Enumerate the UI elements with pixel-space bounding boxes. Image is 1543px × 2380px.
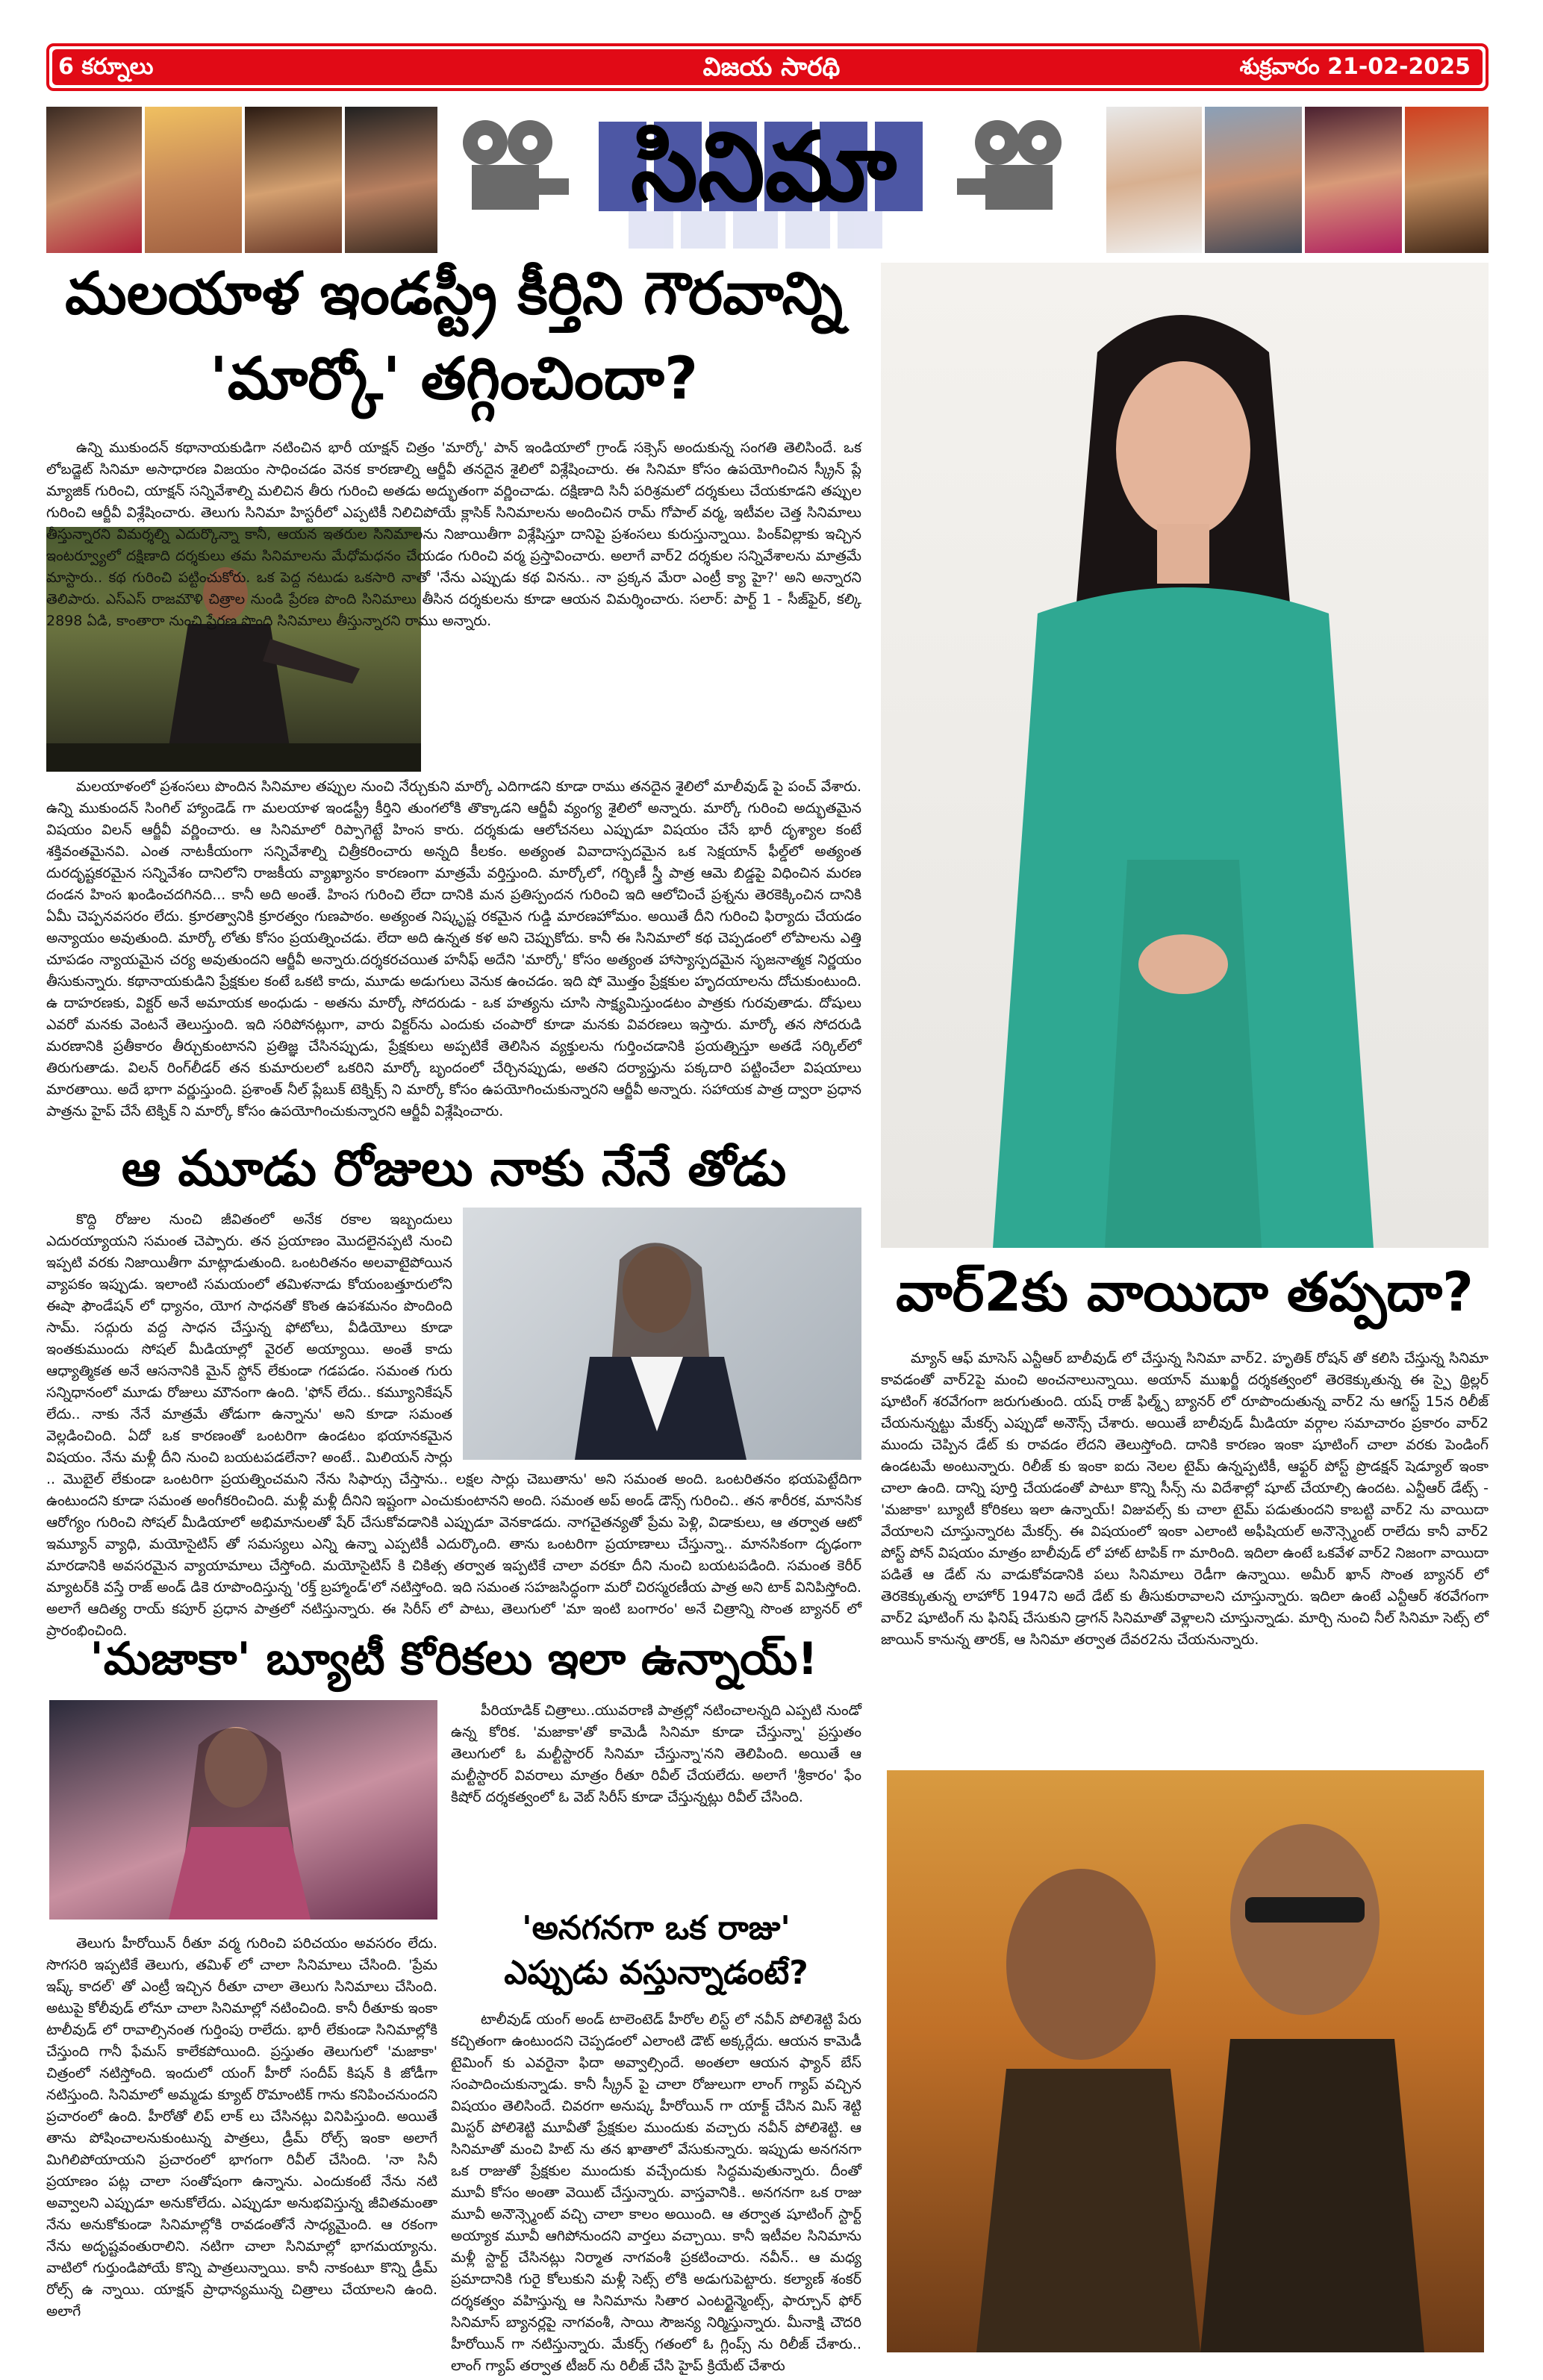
- raju-paragraph: టాలీవుడ్ యంగ్ అండ్ టాలెంటెడ్ హీరోల లిస్ట్ లో నవీన్ పోలిశెట్టి పేరు కచ్చితంగా ఉంటుందని చెప్పడంలో ఎలాంటి డౌట్ అక్కర్లేదు. ఆయన కామెడీ టైమింగ్ కు ఎవరైనా ఫిదా అవ్వాల్సిందే. అంతలా ఆయన ఫ్యాన్ బేస్ సంపాదించుకున్నాడు. కానీ స్క్రీన్ పై చాలా రోజులుగా లాంగ్ గ్యాప్ వచ్చిన విషయం తెలిసిందే. చివరగా అనుష్క హీరోయిన్ గా యాక్ట్ చేసిన మిస్ శెట్టి మిస్టర్ పోలిశెట్టి మూవీతో ప్రేక్షకుల ముందుకు వచ్చారు నవీన్ పోలిశెట్టి. ఆ సినిమాతో మంచి హిట్ ను తన ఖాతాలో వేసుకున్నారు. ఇప్పుడు అనగనగా ఒక రాజుతో ప్రేక్షకుల ముందుకు వచ్చేందుకు సిద్ధమవుతున్నారు. దీంతో మూవీ కోసం అంతా వెయిట్ చేస్తున్నారు. వాస్తవానికి.. అనగనగా ఒక రాజు మూవీ అనౌన్స్మెంట్ వచ్చి చాలా కాలం అయింది. ఆ తర్వాత షూటింగ్ స్టార్ట్ అయ్యాక మూవీ ఆగిపోనుందని వార్తలు వచ్చాయి. కానీ ఇటీవల సినిమాను మళ్లీ స్టార్ట్ చేసినట్లు నిర్మాత నాగవంశీ ప్రకటించారు. నవీన్.. ఆ మధ్య ప్రమాదానికి గురై కోలుకుని మళ్లీ సెట్స్ లోకి అడుగుపెట్టారు. కల్యాణ్ శంకర్ దర్శకత్వం వహిస్తున్న ఆ సినిమాను సితార ఎంటర్టైన్మెంట్స్, ఫార్చూన్ ఫోర్ సినిమాస్ బ్యానర్లపై నాగవంశీ, సాయి సౌజన్య నిర్మిస్తున్నారు. మీనాక్షి చౌదరి హీరోయిన్ గా నటిస్తున్నారు. మేకర్స్ గతంలో ఓ గ్లింప్స్ ను రిలీజ్ చేశారు.. లాంగ్ గ్యాప్ తర్వాత టీజర్ ను రిలీజ్ చేసి హైప్ క్రియేట్ చేశారు: [451, 2011, 861, 2374]
- war2-poster-photo: [887, 1770, 1484, 2352]
- war2-body: [881, 1348, 1489, 1766]
- header-photo-actress-3: [1106, 107, 1202, 253]
- header-photo-actress-1: [46, 107, 142, 253]
- section-title: సినిమా: [630, 112, 897, 223]
- malayalam-body-top: [46, 437, 861, 629]
- raju-headline-2: ఎప్పుడు వస్తున్నాడంటే?: [504, 1954, 808, 1992]
- raju-body: [451, 2009, 861, 2374]
- issue-date: శుక్రవారం 21-02-2025: [1239, 54, 1471, 80]
- header-photo-actress-2: [245, 107, 342, 253]
- raju-headline-1: 'అనగనగా ఒక రాజు': [522, 1909, 791, 1947]
- malayalam-headline-1: మలయాళ ఇండస్ట్రీ కీర్తిని గౌరవాన్ని: [65, 260, 843, 328]
- war2-poster-graphic: [887, 1770, 1484, 2352]
- header-photo-actor-2: [345, 107, 437, 253]
- ritu-headline: 'మజాకా' బ్యూటీ కోరికలు ఇలా ఉన్నాయ్!: [90, 1633, 818, 1685]
- samantha-body: [46, 1209, 861, 1639]
- war2-paragraph: మ్యాన్ ఆఫ్ మాసెస్ ఎన్టీఆర్ బాలీవుడ్ లో చేస్తున్న సినిమా వార్2. హృతిక్ రోషన్ తో కలిసి చేస్తున్న సినిమా కావడంతో వార్2పై మంచి అంచనాలున్నాయి. అయాన్ ముఖర్జీ దర్శకత్వంలో తెరకెక్కుతున్న ఈ స్పై థ్రిల్లర్ షూటింగ్ శరవేగంగా జరుగుతుంది. యష్ రాజ్ ఫిల్మ్స్ బ్యానర్ లో రూపొందుతున్న వార్2 ను ఆగస్ట్ 15న రిలీజ్ చేయనున్నట్టు మేకర్స్ ఎప్పుడో అనౌన్స్ చేశారు. అయితే బాలీవుడ్ మీడియా వర్గాల సమాచారం ప్రకారం వార్2 ముందు చెప్పిన డేట్ కు రావడం లేదని తెలుస్తోంది. దానికి కారణం ఇంకా షూటింగ్ చాలా వరకు పెండింగ్ ఉండటమే అంటున్నారు. రిలీజ్ కు ఇంకా ఐదు నెలల టైమ్ ఉన్నప్పటికీ, ఆఫ్టర్ పోస్ట్ ప్రొడక్షన్ షెడ్యూల్ ఇంకా చాలా ఉంది. దాన్ని పూర్తి చేయడంతో పాటూ కొన్ని సీన్స్ ను విదేశాల్లో షూట్ చేయాల్సి ఉందట. ఎన్టీఆర్ డేట్స్ - 'మజాకా' బ్యూటీ కోరికలు ఇలా ఉన్నాయ్! విజువల్స్ కు చాలా టైమ్ పడుతుందని కాబట్టి వార్2 ను వాయిదా వేయాలని చూస్తున్నారట మేకర్స్. ఈ విషయంలో ఇంకా ఎలాంటి అఫీషియల్ అనౌన్స్మెంట్ రాలేదు కానీ వార్2 పోస్ట్ పోన్ విషయం మాత్రం బాలీవుడ్ లో హాట్ టాపిక్ గా మారింది. ఇదిలా ఉంటే ఒకవేళ వార్2 నిజంగా వాయిదా పడితే ఆ డేట్ ను వాడుకోవడానికి పలు సినిమాలు రెడీగా ఉన్నాయి. అమీర్ ఖాన్ సొంత బ్యానర్ లో తెరకెక్కుతున్న లాహోర్ 1947ని అదే డేట్ కు తీసుకురావాలని చూస్తున్నారు. ఇదిలా ఉంటే ఎన్టీఆర్ శరవేగంగా వార్2 షూటింగ్ ను ఫినిష్ చేసుకుని డ్రాగన్ సినిమాతో వెళ్లాలని చూస్తున్నాడు. మార్చి నుంచి నీల్ సినిమా సెట్స్ లో జాయిన్ కానున్న తారక్, ఆ సినిమా తర్వాత దేవర2ను చేయనున్నారు.: [881, 1350, 1489, 1648]
- header-photo-actor-1: [145, 107, 242, 253]
- actress-portrait-photo: [881, 263, 1489, 1248]
- samantha-photo-wrap-space: [452, 1209, 861, 1464]
- malayalam-body-right-of-photo: [433, 530, 861, 776]
- header-photo-actor-3: [1205, 107, 1302, 253]
- ritu-intro-paragraph: పీరియాడిక్ చిత్రాలు..యువరాణి పాత్రల్లో నటించాలన్నది ఎప్పటి నుండో ఉన్న కోరిక. 'మజాకా'తో కామెడీ సినిమా కూడా చేస్తున్నా' ప్రస్తుతం తెలుగులో ఓ మల్టీస్టారర్ సినిమా చేస్తున్నా'నని తెలిపింది. అయితే ఆ మల్టీస్టారర్ వివరాలు మాత్రం రీతూ రివీల్ చేయలేదు. అలాగే 'శ్రీకారం' ఫేం కిషోర్ దర్శకత్వంలో ఓ వెబ్ సిరీస్ కూడా చేస్తున్నట్లు రివీల్ చేసింది.: [451, 1702, 861, 1805]
- war2-headline: వార్2కు వాయిదా తప్పదా?: [896, 1261, 1474, 1323]
- ritu-intro: [451, 1700, 861, 1908]
- page-label: 6 కర్నూలు: [58, 54, 154, 80]
- ritu-photo: [49, 1700, 437, 1920]
- ritu-body: [46, 1933, 437, 2358]
- actress-figure-graphic: [881, 263, 1489, 1248]
- header-photo-actress-4: [1305, 107, 1402, 253]
- ritu-paragraph: తెలుగు హీరోయిన్ రీతూ వర్మ గురించి పరిచయం అవసరం లేదు. సొగసరి ఇప్పటికే తెలుగు, తమిళ్ లో చాలా సినిమాలు చేసింది. 'ప్రేమ ఇష్క్ కాదల్' తో ఎంట్రీ ఇచ్చిన రీతూ చాలా తెలుగు సినిమాలు చేసింది. అటుపై కోలీవుడ్ లోనూ చాలా సినిమాల్లో నటించింది. కానీ రీతూకు ఇంకా టాలీవుడ్ లో రావాల్సినంత గుర్తింపు రాలేదు. భారీ లేకుండా సినిమాల్లోకి చేస్తుంది గానీ ఫేమస్ కాలేకపోయింది. ప్రస్తుతం తెలుగులో 'మజాకా' చిత్రంలో నటిస్తోంది. ఇందులో యంగ్ హీరో సందీప్ కిషన్ కి జోడీగా నటిస్తుంది. సినిమాలో అమ్మడు క్యూట్ రొమాంటిక్ గాను కనిపించనుందని ప్రచారంలో ఉంది. హీరోతో లిప్ లాక్ లు చేసినట్లు వినిపిస్తుంది. అయితే తాను పోషించాలనుకుంటున్న పాత్రలు, డ్రీమ్ రోల్స్ ఇంకా అలాగే మిగిలిపోయాయని ప్రచారంలో భాగంగా రివీల్ చేసింది. 'నా సినీ ప్రయాణం పట్ల చాలా సంతోషంగా ఉన్నాను. ఎందుకంటే నేను నటి అవ్వాలని ఎప్పుడూ అనుకోలేదు. ఎప్పుడూ అనుభవిస్తున్న జీవితమంతా నేను అనుకోకుండా సినిమాల్లోకి రావడంతోనే సాధ్యమైంది. ఆ రకంగా నేను అదృష్టవంతురాలిని. నటిగా చాలా సినిమాల్లో భాగమయ్యాను. వాటిలో గుర్తుండిపోయే కొన్ని పాత్రలున్నాయి. కానీ నాకంటూ కొన్ని డ్రీమ్ రోల్స్ ఉ న్నాయి. యాక్షన్ ప్రాధాన్యమున్న చిత్రాలు చేయాలని ఉంది. అలాగే: [46, 1935, 437, 2320]
- samantha-paragraph: కొద్ది రోజుల నుంచి జీవితంలో అనేక రకాల ఇబ్బందులు ఎదురయ్యాయని సమంత చెప్పారు. తన ప్రయాణం మొదలైనప్పటి నుంచి ఇప్పటి వరకు నిజాయితీగా మాట్లాడుతుంది. ఒంటరితనం అలవాటైపోయిన వ్యాపకం ఇప్పుడు. ఇలాంటి సమయంలో తమిళనాడు కోయంబత్తూరులోని ఈషా ఫౌండేషన్ లో ధ్యానం, యోగ సాధనతో కొంత ఉపశమనం పొందింది సామ్. సద్గురు వద్ద సాధన చేస్తున్న ఫోటోలు, వీడియోలు కూడా ఇంతకుముందు సోషల్ మీడియాల్లో వైరల్ అయ్యాయి. అంతే కాదు ఆధ్యాత్మికత అనే ఆసనానికి మైన్ స్టోన్ లేకుండా గడపడం. సమంత గురు సన్నిధానంలో మూడు రోజులు మౌనంగా ఉంది. 'ఫోన్ లేదు.. కమ్యూనికేషన్ లేదు.. నాకు నేనే మాత్రమే తోడుగా ఉన్నాను' అని కూడా సమంత వెల్లడించింది. ఏదో ఒక కారణంతో ఒంటరిగా ఉండటం భయానకమైన విషయం. నేను మళ్లీ దీని నుంచి బయటపడలేనా? అంటే.. మిలియన్ సార్లు .. మొబైల్ లేకుండా ఒంటరిగా ప్రయత్నించమని నేను సిఫార్సు చేస్తాను.. లక్షల సార్లు చెబుతాను' అని సమంత అంది. ఒంటరితనం భయపెట్టేదిగా ఉంటుందని కూడా సమంత అంగీకరించింది. మళ్లీ మళ్లీ దీనిని ఇష్టంగా ఎంచుకుంటానని అంది. సమంత అప్ అండ్ డౌన్స్ గురించి.. తన శారీరక, మానసిక ఆరోగ్యం గురించి సోషల్ మీడియాలో అభిమానులతో షేర్ చేసుకోవడానికి ఎప్పుడూ వెనకాడదు. నాగచైతన్యతో ప్రేమ పెళ్లి, విడాకులు, ఆ తర్వాత ఆటో ఇమ్యూన్ వ్యాధి, మయోసైటిస్ తో సమస్యలు ఎన్ని ఉన్నా ఎప్పటికీ ఎదుర్కొంది. తాను ఒంటరిగా ప్రయాణాలు చేస్తున్నా.. మానసికంగా దృఢంగా మారడానికి అవసరమైన వ్యాయామాలు చేస్తోంది. మయోసైటిస్ కి చికిత్స తర్వాత ఇప్పటికే చాలా వరకూ దీని నుంచి బయటపడింది. సమంత కెరీర్ మ్యాటర్‌కి వస్తే రాజ్ అండ్ డికె రూపొందిస్తున్న 'రక్త్ బ్రహ్మాండ్'లో నటిస్తోంది. ఇది సమంత సహజసిద్ధంగా మరో చిరస్మరణీయ పాత్ర అని టాక్ వినిపిస్తోంది. అలాగే ఆదిత్య రాయ్ కపూర్ ప్రధాన పాత్రలో నటిస్తున్నారు. ఈ సిరీస్ లో పాటు, తెలుగులో 'మా ఇంటి బంగారం' అనే చిత్రాన్ని సొంత బ్యానర్ లో ప్రారంభించింది.: [46, 1211, 861, 1639]
- malayalam-paragraph-2: మలయాళంలో ప్రశంసలు పొందిన సినిమాల తప్పుల నుంచి నేర్చుకుని మార్కో ఎదిగాడని కూడా రాము తనదైన శైలిలో మాలీవుడ్ పై పంచ్ వేశారు. ఉన్ని ముకుందన్ సింగిల్ హ్యాండెడ్ గా మలయాళ ఇండస్ట్రీ కీర్తిని తుంగలోకి తొక్కాడని ఆర్జీవీ వ్యంగ్య శైలిలో అన్నారు. మార్కో గురించి అద్భుతమైన విషయం విలన్ ఆర్జీవీ వర్ణించారు. ఆ సినిమాలో రిప్పాగెట్టే హింస కారు. దర్శకుడు ఆలోచనలు ఎప్పుడూ విషయం చేసే భారీ దృశ్యాల కంటే శక్తివంతమైనవి. ఎంత నాటకీయంగా సన్నివేశాల్ని చిత్రీకరించారు అన్నది కీలకం. అత్యంత వివాదాస్పదమైన ఒక సెక్షయాన్ ఫీల్డ్‌లో అత్యంత దురదృష్టకరమైన సన్నివేశం దానిలోని రాజకీయ వ్యాఖ్యానం కారణంగా మాత్రమే వర్తిస్తుంది. మార్కోలో, గర్భిణీ స్త్రీ పాత్ర ఆమె బిడ్డపై విధించిన మరణ దండన హింస ఖండించదగినది... కానీ అది అంతే. హింస గురించి లేదా దానికి మన ప్రతిస్పందన గురించి ఇది ఆలోచించే ప్రశ్నను తెరకెక్కించిన దానికి ఏమీ చెప్పనవసరం లేదు. క్రూరత్వానికి క్రూరత్వం గుణపాఠం. అత్యంత నిష్కృష్ట రకమైన గుడ్డి మారణహోమం. అయితే దీని గురించి ఫిర్యాదు చేయడం అన్యాయం అవుతుంది. మార్కో లోతు కోసం ప్రయత్నించడు. లేదా అది ఉన్నత కళ అని చెప్పుకోదు. కానీ ఈ సినిమాలో కథ చెప్పడంలో లోపాలను ఎత్తి చూపడం న్యాయమైన చర్య అవుతుందని ఆర్జీవీ అన్నారు.దర్శకరచయిత హనీఫ్ అదేని 'మార్కో' కోసం అత్యంత హాస్యాస్పదమైన సృజనాత్మక నిర్ణయం తీసుకున్నారు. కథానాయకుడిని ప్రేక్షకుల కంటే ఒకటి కాదు, మూడు అడుగులు వెనుక ఉంచడం. ఇది షో మొత్తం ప్రేక్షకుల హృదయాలను దోచుకుంటుంది. ఉ దాహరణకు, విక్టర్ అనే అమాయక అంధుడు - అతను మార్కో సోదరుడు - ఒక హత్యను చూసి సాక్ష్యమిస్తుండటం పాత్రకు గురవుతాడు. దోషులు ఎవరో మనకు వెంటనే తెలుస్తుంది. ఇది సరిపోనట్లుగా, వారు విక్టర్‌ను ఎందుకు చంపారో కూడా మనకు వివరణలు ఇస్తారు. మార్కో తన సోదరుడి మరణానికి ప్రతీకారం తీర్చుకుంటానని ప్రతిజ్ఞ చేసినప్పుడు, ప్రేక్షకులు అప్పటికే తెలిసిన వ్యక్తులను గుర్తించడానికి ప్రయత్నిస్తూ అతడే సర్కిల్‌లో తిరుగుతాడు. విలన్ రింగ్‌లీడర్ తన కుమారులలో ఒకరిని మార్కో బృందంలో చేర్చినప్పుడు, అతని దర్యాప్తును పక్కదారి పట్టించేలా విషయాలు మారతాయి. అదే భాగా వర్ణుస్తుంది. ప్రశాంత్ నీల్ ప్లేబుక్ టెక్నిక్స్ ని మార్కో కోసం ఉపయోగించుకున్నారని ఆర్జీవీ అన్నారు. సహాయక పాత్ర ద్వారా ప్రధాన పాత్రను హైప్ చేసే టెక్నిక్ ని మార్కో కోసం ఉపయోగించుకున్నారని ఆర్జీవీ విశ్లేషించారు.: [46, 778, 861, 1119]
- header-photo-actor-4: [1405, 107, 1489, 253]
- malayalam-paragraph-1: ఉన్ని ముకుందన్ కథానాయకుడిగా నటించిన భారీ యాక్షన్ చిత్రం 'మార్కో' పాన్ ఇండియాలో గ్రాండ్ సక్సెస్ అందుకున్న సంగతి తెలిసిందే. ఒక లోబడ్జెట్ సినిమా అసాధారణ విజయం సాధించడం వెనక కారణాల్ని ఆర్జీవీ తనదైన శైలిలో విశ్లేషించారు. ఈ సినిమా కోసం ఉపయోగించిన స్క్రీన్ ప్లే మ్యాజిక్ గురించి, యాక్షన్ సన్నివేశాల్ని మలిచిన తీరు గురించి అతడు అద్భుతంగా వర్ణించాడు. దక్షిణాది సినీ పరిశ్రమలో దర్శకులు చేయకూడని తప్పుల గురించి ఆర్జీవీ విశ్లేషించారు. తెలుగు సినిమా హిస్టరీలో ఎప్పటికీ నిలిచిపోయే క్లాసిక్ సినిమాలను అందించిన రామ్ గోపాల్ వర్మ, ఇటీవల చెత్త సినిమాలు తీస్తున్నారని విమర్శల్ని ఎదుర్కొన్నా కానీ, ఆయన ఇతరుల సినిమాలను నిజాయితీగా విశ్లేషిస్తూ దానిపై ప్రశంసలు కురుస్తున్నాయి. పింక్‌విల్లాకు ఇచ్చిన ఇంటర్వ్యూలో దక్షిణాది దర్శకులు తమ సినిమాలను మేధోమధనం చేయడం గురించి వర్మ ప్రస్తావించారు. అలాగే వార్2 దర్శకుల సన్నివేశాలను మాత్రమే మాస్టారు.. కథ గురించి పట్టించుకోరు. ఒక పెద్ద నటుడు ఒకసారి నాతో 'నేను ఎప్పుడు కథ వినను.. నా ప్రక్కన మేరా ఎంట్రీ క్యా హై?' అని అన్నారని తెలిపారు. ఎస్ఎస్ రాజమౌళి చిత్రాల నుండి ప్రేరణ పొంది సినిమాలు తీసిన దర్శకులను కూడా ఆయన విమర్శించారు. సలార్: పార్ట్ 1 - సీజ్‌ఫైర్, కల్కి 2898 ఏడి, కాంతారా నుంచి ప్రేరణ పొంది సినిమాలు తీస్తున్నారని రాము అన్నారు.: [46, 440, 861, 629]
- malayalam-body-bottom: [46, 776, 861, 1134]
- ritu-figure-graphic: [49, 1700, 437, 1920]
- malayalam-headline-2: 'మార్కో' తగ్గించిందా?: [209, 346, 699, 413]
- paper-name: విజయ సారథి: [702, 52, 841, 82]
- samantha-headline: ఆ మూడు రోజులు నాకు నేనే తోడు: [121, 1140, 787, 1197]
